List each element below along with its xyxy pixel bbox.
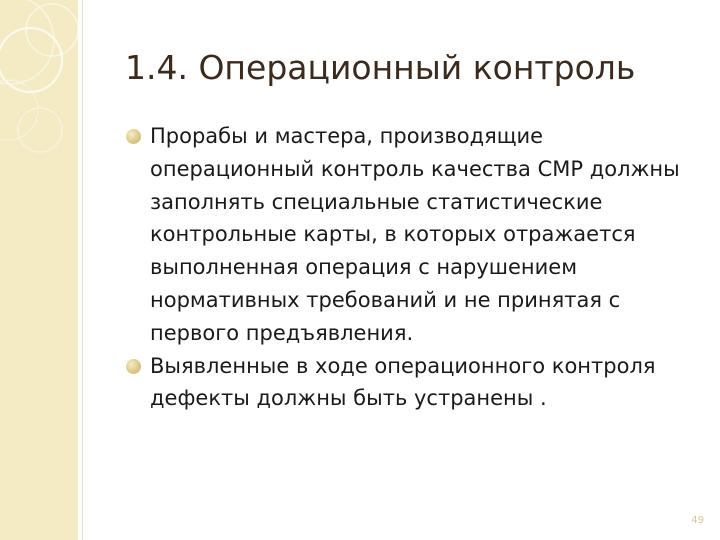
- side-divider-line: [82, 0, 83, 540]
- slide-content: [126, 120, 686, 415]
- decorative-side-panel: [0, 0, 78, 540]
- decorative-circle: [0, 0, 54, 84]
- decorative-circles: [0, 0, 78, 540]
- bullet-text: Выявленные в ходе операционного контроля дефекты должны быть устранены .: [150, 353, 656, 411]
- bullet-icon: [126, 359, 141, 374]
- bullet-text: Прорабы и мастера, производящие операционный контроль качества СМР должны заполнять специальные статистические контрольные карты, в которых отражается выполненная операция с нарушением нормативных требований и не принятая с первого предъявления.: [150, 124, 680, 345]
- decorative-circle: [0, 28, 62, 92]
- bullet-icon: [126, 129, 141, 144]
- page-number: 49: [691, 515, 704, 526]
- decorative-circle: [18, 108, 62, 152]
- bullet-item: [126, 120, 686, 350]
- bullet-list: [126, 120, 686, 415]
- slide-title: 1.4. Операционный контроль: [125, 48, 636, 87]
- bullet-item: [126, 350, 686, 416]
- decorative-circle: [26, 4, 78, 56]
